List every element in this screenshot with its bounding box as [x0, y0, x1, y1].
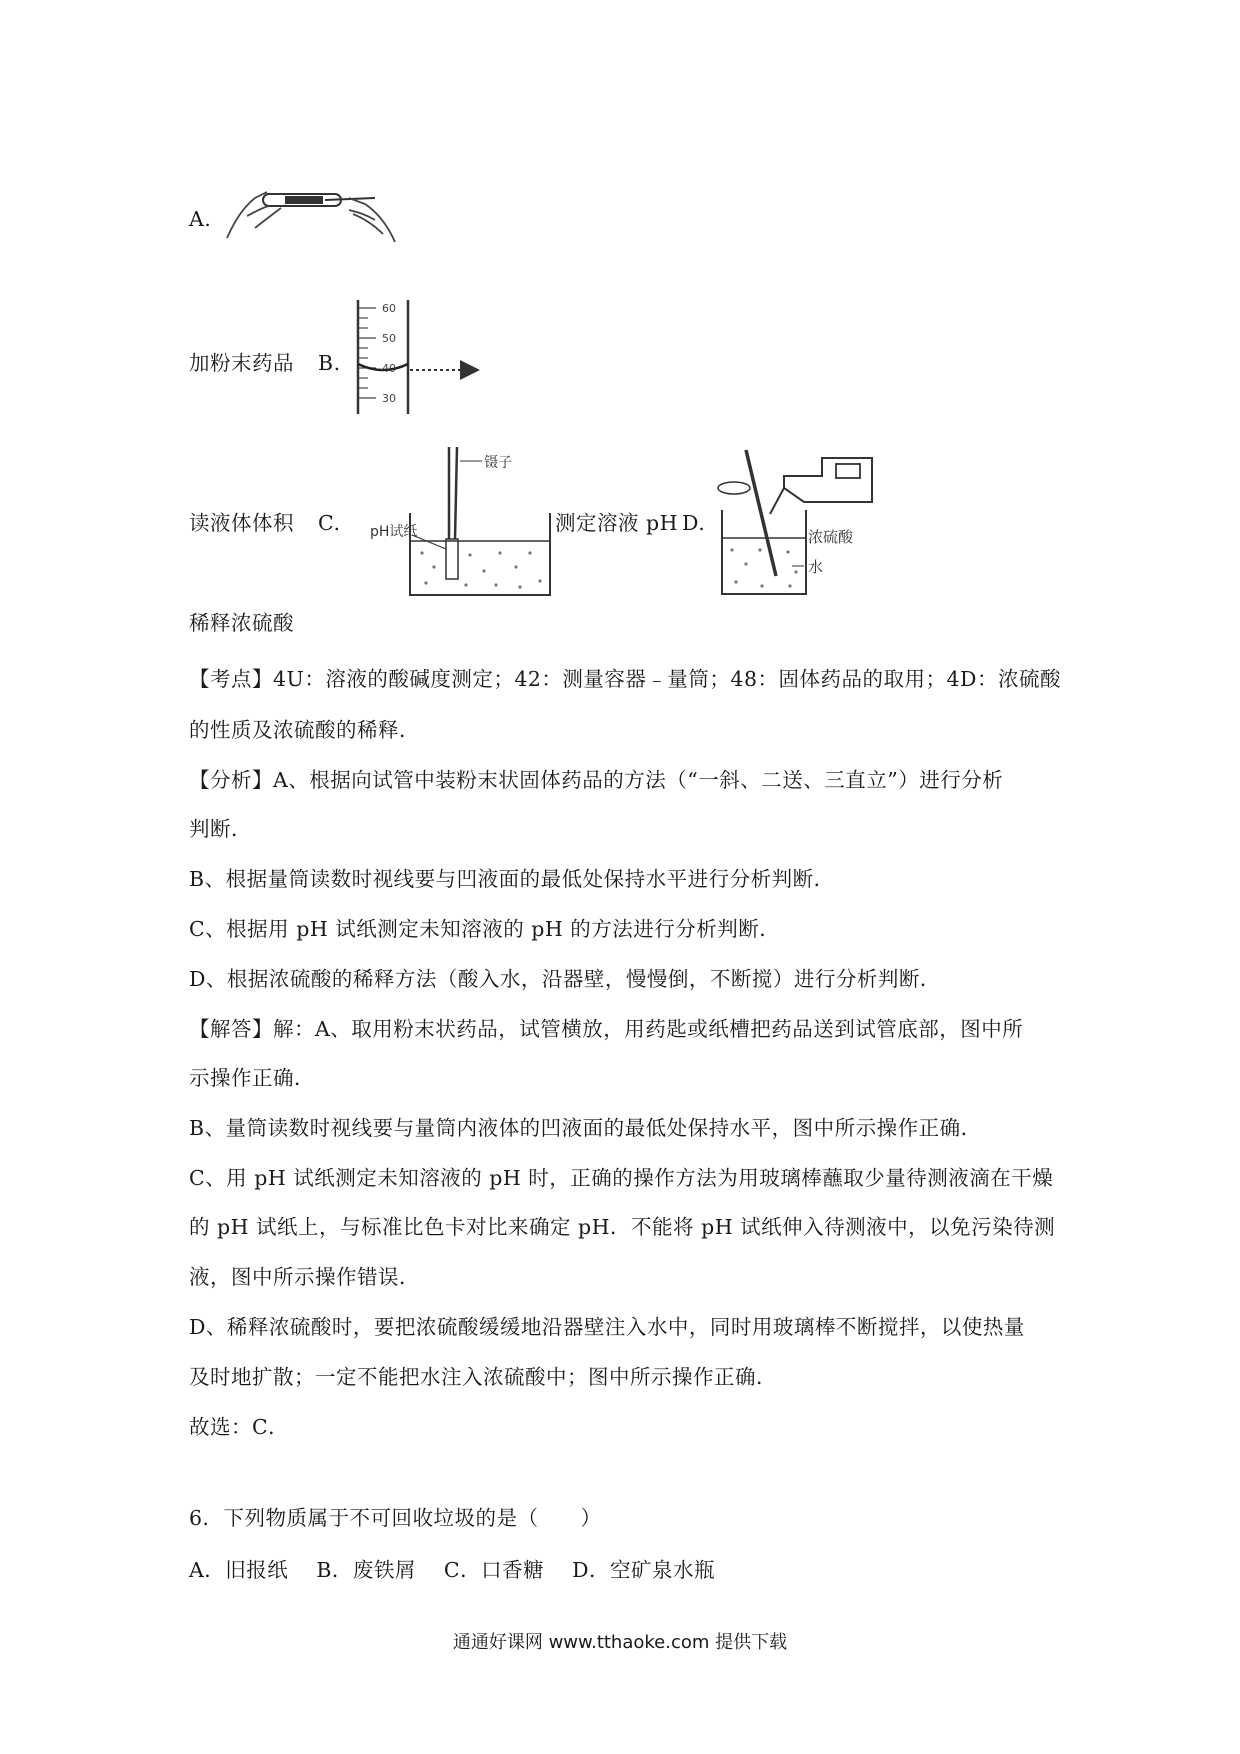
fenxi-line-2: 判断．: [189, 817, 252, 841]
option-c-label: C.: [318, 511, 341, 535]
jieda-line-1: 【解答】解：A、取用粉末状药品，试管横放，用药匙或纸槽把药品送到试管底部，图中所: [189, 1017, 1024, 1041]
jieda-b: B、量筒读数时视线要与量筒内液体的凹液面的最低处保持水平，图中所示操作正确．: [189, 1116, 982, 1140]
ph-paper-label: pH试纸: [370, 524, 418, 540]
kaodian-line-1: 【考点】4U：溶液的酸碱度测定；42：测量容器﹣量筒；48：固体药品的取用；4D：浓硫酸: [189, 667, 1061, 691]
option-c-caption: 测定溶液 pH: [555, 511, 679, 535]
acid-label: 浓硫酸: [808, 528, 854, 546]
option-d-caption: 稀释浓硫酸: [189, 611, 294, 635]
fenxi-b: B、根据量筒读数时视线要与凹液面的最低处保持水平进行分析判断．: [189, 867, 835, 891]
acid-dilution-figure: [712, 446, 882, 606]
page-footer: 通通好课网 www.tthaoke.com 提供下载: [452, 1632, 788, 1653]
question-6-stem: 6．下列物质属于不可回收垃圾的是（ ）: [189, 1506, 602, 1530]
option-b-label: B.: [318, 351, 341, 375]
fenxi-d: D、根据浓硫酸的稀释方法（酸入水，沿器壁，慢慢倒，不断搅）进行分析判断．: [189, 967, 941, 991]
jieda-d-line-1: D、稀释浓硫酸时，要把浓硫酸缓缓地沿器壁注入水中，同时用玻璃棒不断搅拌，以使热量: [189, 1315, 1025, 1339]
tick-label-30: 30: [382, 392, 396, 405]
fenxi-c: C、根据用 pH 试纸测定未知溶液的 pH 的方法进行分析判断．: [189, 917, 781, 941]
question-6-options: A．旧报纸 B．废铁屑 C．口香糖 D．空矿泉水瓶: [189, 1558, 716, 1582]
answer-line: 故选：C．: [189, 1415, 290, 1439]
tick-label-60: 60: [382, 302, 396, 315]
powder-addition-figure: [225, 168, 400, 248]
option-b-caption: 读液体体积: [189, 511, 294, 535]
tick-label-40: 40: [382, 362, 396, 375]
jieda-line-2: 示操作正确．: [189, 1066, 315, 1090]
option-a-caption: 加粉末药品: [189, 351, 294, 375]
graduated-cylinder-figure: [350, 298, 500, 416]
ph-test-figure: [370, 443, 555, 603]
option-a-label: A.: [189, 207, 212, 231]
kaodian-line-2: 的性质及浓硫酸的稀释．: [189, 718, 420, 742]
jieda-c-line-2: 的 pH 试纸上，与标准比色卡对比来确定 pH．不能将 pH 试纸伸入待测液中，以免污染待测: [189, 1215, 1056, 1239]
option-d-label: D.: [682, 511, 706, 535]
jieda-c-line-1: C、用 pH 试纸测定未知溶液的 pH 时，正确的操作方法为用玻璃棒蘸取少量待测液滴在干燥: [189, 1166, 1054, 1190]
tweezers-label: 镊子: [484, 455, 512, 471]
fenxi-line-1: 【分析】A、根据向试管中装粉末状固体药品的方法（“一斜、二送、三直立”）进行分析: [189, 768, 1004, 792]
jieda-c-line-3: 液，图中所示操作错误．: [189, 1265, 420, 1289]
jieda-d-line-2: 及时地扩散；一定不能把水注入浓硫酸中；图中所示操作正确．: [189, 1365, 777, 1389]
water-label: 水: [808, 558, 824, 576]
tick-label-50: 50: [382, 332, 396, 345]
